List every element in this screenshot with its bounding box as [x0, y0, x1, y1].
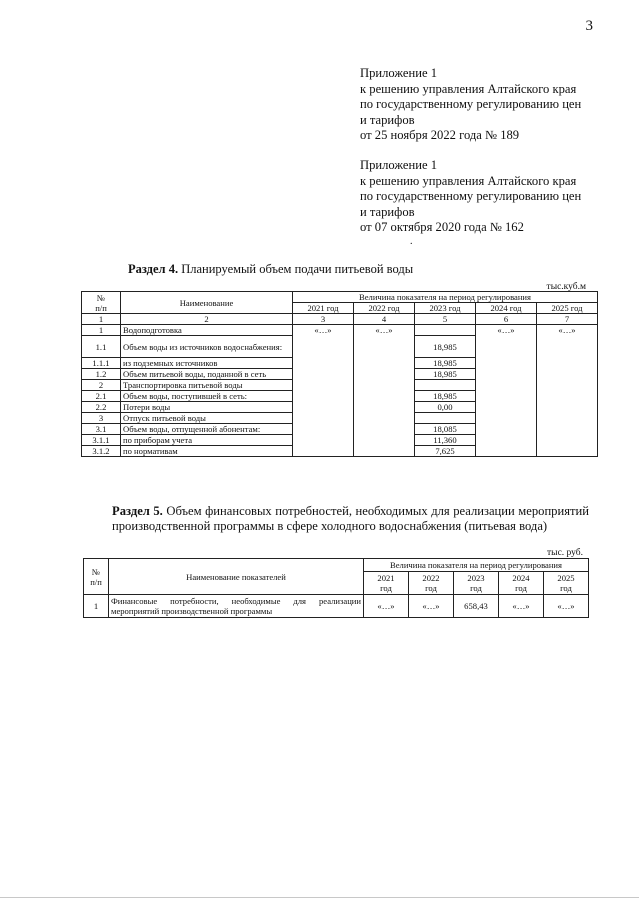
row-num: 1.2 [82, 369, 121, 380]
appendix-line: от 25 ноября 2022 года № 189 [360, 128, 520, 143]
col-number: 1 [82, 314, 121, 325]
header-period: Величина показателя на период регулирования [364, 559, 589, 572]
row-name: Объем воды из источников водоснабжения: [121, 336, 293, 358]
row-num: 3.1.1 [82, 435, 121, 446]
row-num: 1.1.1 [82, 358, 121, 369]
row-name: Финансовые потребности, необходимые для реализации мероприятий производственной программы [109, 595, 364, 618]
section5-label: Раздел 5. [112, 504, 163, 518]
row-name: Отпуск питьевой воды [121, 413, 293, 424]
row-num: 2.1 [82, 391, 121, 402]
header-year: 2021 год [293, 303, 354, 314]
header-year: 2024 год [476, 303, 537, 314]
row-name: Транспортировка питьевой воды [121, 380, 293, 391]
dot-mark: . [410, 236, 413, 247]
header-name: Наименование [121, 292, 293, 314]
header-year: 2025 год [537, 303, 598, 314]
header-year: 2024 год [499, 572, 544, 595]
value-2023: 7,625 [415, 446, 476, 457]
header-year: 2023 год [454, 572, 499, 595]
section5-table [83, 558, 589, 618]
header-num: № п/п [84, 559, 109, 595]
table-row [82, 325, 598, 336]
value-2023: 658,43 [454, 595, 499, 618]
col-number: 7 [537, 314, 598, 325]
header-num: № п/п [82, 292, 121, 314]
table-row [84, 595, 589, 618]
row-num: 1.1 [82, 336, 121, 358]
value-2023: 18,985 [415, 336, 476, 358]
value-2025: «…» [537, 325, 598, 457]
section4-title: Планируемый объем подачи питьевой воды [181, 262, 414, 276]
section5-heading [112, 504, 589, 534]
appendix-block-old [360, 158, 581, 236]
section4-table [81, 291, 598, 457]
page-bottom-line [0, 897, 639, 898]
col-number: 4 [354, 314, 415, 325]
value-2022: «…» [409, 595, 454, 618]
value-2022: «…» [354, 325, 415, 457]
row-num: 1 [82, 325, 121, 336]
appendix-line: по государственному регулированию цен [360, 97, 582, 112]
value-2023 [415, 325, 476, 336]
table-colnum-row [82, 314, 598, 325]
appendix-line: Приложение 1 [360, 66, 438, 80]
header-period: Величина показателя на период регулирования [293, 292, 598, 303]
col-number: 2 [121, 314, 293, 325]
section4-label: Раздел 4. [128, 262, 179, 276]
row-name: по приборам учета [121, 435, 293, 446]
appendix-line: по государственному регулированию цен [360, 189, 582, 204]
value-2023: 11,360 [415, 435, 476, 446]
section5-unit: тыс. руб. [547, 548, 583, 558]
value-2023: 18,085 [415, 424, 476, 435]
value-2023 [415, 380, 476, 391]
row-name: Потери воды [121, 402, 293, 413]
header-year: 2023 год [415, 303, 476, 314]
value-2023: 0,00 [415, 402, 476, 413]
row-num: 3.1 [82, 424, 121, 435]
appendix-line: и тарифов [360, 204, 415, 219]
row-name: по нормативам [121, 446, 293, 457]
value-2021: «…» [364, 595, 409, 618]
row-name: Объем воды, отпущенной абонентам: [121, 424, 293, 435]
value-2023: 18,985 [415, 369, 476, 380]
col-number: 6 [476, 314, 537, 325]
row-num: 1 [84, 595, 109, 618]
table-header-row [82, 292, 598, 303]
section5-title: Объем финансовых потребностей, необходимых для реализации мероприятий производственной программы в сфере холодного водоснабжения (питьевая вода) [112, 504, 589, 533]
header-year: 2021 год [364, 572, 409, 595]
appendix-line: и тарифов [360, 112, 415, 127]
value-2023 [415, 413, 476, 424]
header-name: Наименование показателей [109, 559, 364, 595]
row-num: 3 [82, 413, 121, 424]
header-year: 2025 год [544, 572, 589, 595]
value-2025: «…» [544, 595, 589, 618]
col-number: 3 [293, 314, 354, 325]
page-number: 3 [585, 18, 593, 34]
value-2024: «…» [476, 325, 537, 457]
table-header-row [84, 559, 589, 572]
row-num: 2.2 [82, 402, 121, 413]
appendix-line: от 07 октября 2020 года № 162 [360, 220, 524, 235]
row-name: Объем питьевой воды, поданной в сеть [121, 369, 293, 380]
appendix-line: Приложение 1 [360, 158, 438, 172]
header-year: 2022 год [409, 572, 454, 595]
col-number: 5 [415, 314, 476, 325]
value-2023: 18,985 [415, 391, 476, 402]
row-num: 2 [82, 380, 121, 391]
row-name: из подземных источников [121, 358, 293, 369]
appendix-line: к решению управления Алтайского края [360, 81, 577, 96]
value-2021: «…» [293, 325, 354, 457]
section4-unit: тыс.куб.м [546, 282, 586, 292]
section4-heading [128, 262, 413, 277]
row-name: Объем воды, поступившей в сеть: [121, 391, 293, 402]
value-2024: «…» [499, 595, 544, 618]
appendix-line: к решению управления Алтайского края [360, 173, 577, 188]
header-year: 2022 год [354, 303, 415, 314]
appendix-block-new [360, 66, 581, 144]
row-name: Водоподготовка [121, 325, 293, 336]
value-2023: 18,985 [415, 358, 476, 369]
row-num: 3.1.2 [82, 446, 121, 457]
